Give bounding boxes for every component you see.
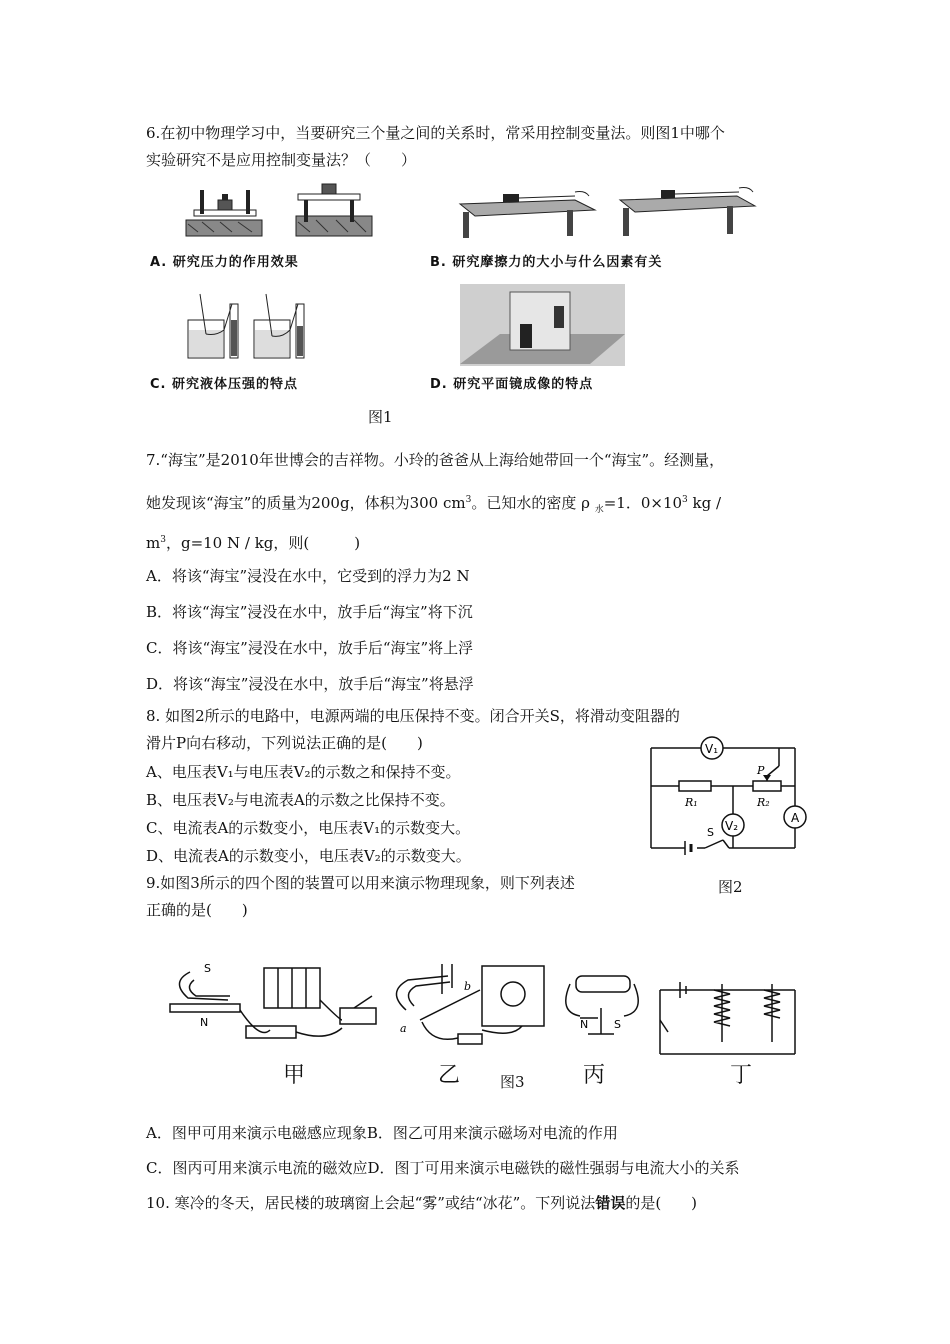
panel-label-yi: 乙: [438, 1063, 461, 1088]
caption-b: B. 研究摩擦力的大小与什么因素有关: [430, 255, 663, 270]
q8-option-b: B、电压表V₂与电流表A的示数之比保持不变。: [146, 791, 455, 809]
q9-stem-line1: 9.如图3所示的四个图的装置可以用来演示物理现象，则下列表述: [146, 874, 575, 892]
panel-label-ding: 丁: [730, 1063, 753, 1088]
south-pole-label-bing: S: [614, 1018, 621, 1031]
fig-b-friction-illustration: [455, 182, 775, 240]
v1-label: V₁: [705, 742, 719, 756]
panel-label-jia: 甲: [283, 1063, 306, 1088]
q7-stem-line1: 7.“海宝”是2010年世博会的吉祥物。小玲的爸爸从上海给她带回一个“海宝”。经测量，: [146, 451, 725, 469]
caption-a: A. 研究压力的作用效果: [150, 255, 299, 270]
q8-stem-line1: 8. 如图2所示的电路中，电源两端的电压保持不变。闭合开关S，将滑动变阻器的: [146, 707, 680, 725]
v2-label: V₂: [725, 819, 739, 833]
fig-d-plane-mirror-illustration: [460, 284, 625, 366]
q6-stem-line2: 实验研究不是应用控制变量法？（ ）: [146, 151, 417, 169]
figure-3-illustrations: [160, 960, 800, 1060]
figure-1-label: 图1: [368, 408, 393, 426]
r1-label: R₁: [685, 796, 698, 809]
q9-stem-line2: 正确的是( ): [146, 901, 248, 919]
q7-option-b: B．将该“海宝”浸没在水中，放手后“海宝”将下沉: [146, 603, 473, 621]
q10-stem: 10. 寒冷的冬天，居民楼的玻璃窗上会起“雾”或结“冰花”。下列说法错误的是( ): [146, 1194, 698, 1212]
caption-d: D. 研究平面镜成像的特点: [430, 377, 594, 392]
p-label: P: [757, 764, 765, 777]
q6-stem-line1: 6.在初中物理学习中，当要研究三个量之间的关系时，常采用控制变量法。则图1中哪个: [146, 124, 725, 142]
q8-option-c: C、电流表A的示数变小，电压表V₁的示数变大。: [146, 819, 471, 837]
q7-stem-line2: 她发现该“海宝”的质量为200g，体积为300 $cm^3$。已知水的密度 ρ $_水$=1．$0\times 10^3$ kg /: [146, 494, 722, 515]
q8-option-a: A、电压表V₁与电压表V₂的示数之和保持不变。: [146, 763, 461, 781]
s-label: S: [707, 826, 714, 839]
r2-label: R₂: [757, 796, 770, 809]
q9-options-line2: C．图丙可用来演示电流的磁效应D．图丁可用来演示电磁铁的磁性强弱与电流大小的关系: [146, 1159, 740, 1177]
q7-option-d: D．将该“海宝”浸没在水中，放手后“海宝”将悬浮: [146, 675, 474, 693]
panel-label-bing: 丙: [583, 1063, 606, 1088]
q9-options-line1: A．图甲可用来演示电磁感应现象B．图乙可用来演示磁场对电流的作用: [146, 1124, 618, 1142]
caption-c: C. 研究液体压强的特点: [150, 377, 299, 392]
ammeter-label: A: [791, 811, 800, 825]
north-pole-label-bing: N: [580, 1018, 589, 1031]
figure-3-label: 图3: [500, 1073, 525, 1091]
q8-option-d: D、电流表A的示数变小，电压表V₂的示数变大。: [146, 847, 471, 865]
south-pole-label-jia: S: [204, 962, 211, 975]
q7-stem-line3: $m^3$，g=10 N / kg，则( ): [146, 534, 361, 552]
fig-c-liquid-pressure-illustration: [180, 290, 315, 362]
q7-option-c: C．将该“海宝”浸没在水中，放手后“海宝”将上浮: [146, 639, 474, 657]
north-pole-label-jia: N: [200, 1016, 209, 1029]
q7-option-a: A．将该“海宝”浸没在水中，它受到的浮力为2 N: [146, 567, 470, 585]
fig-a-pressure-illustration: [180, 180, 380, 242]
circuit-diagram: [645, 732, 820, 857]
wire-label-a: a: [400, 1022, 407, 1035]
wire-label-b: b: [464, 980, 472, 993]
q8-stem-line2: 滑片P向右移动，下列说法正确的是( ): [146, 734, 423, 752]
figure-2-label: 图2: [718, 878, 743, 896]
